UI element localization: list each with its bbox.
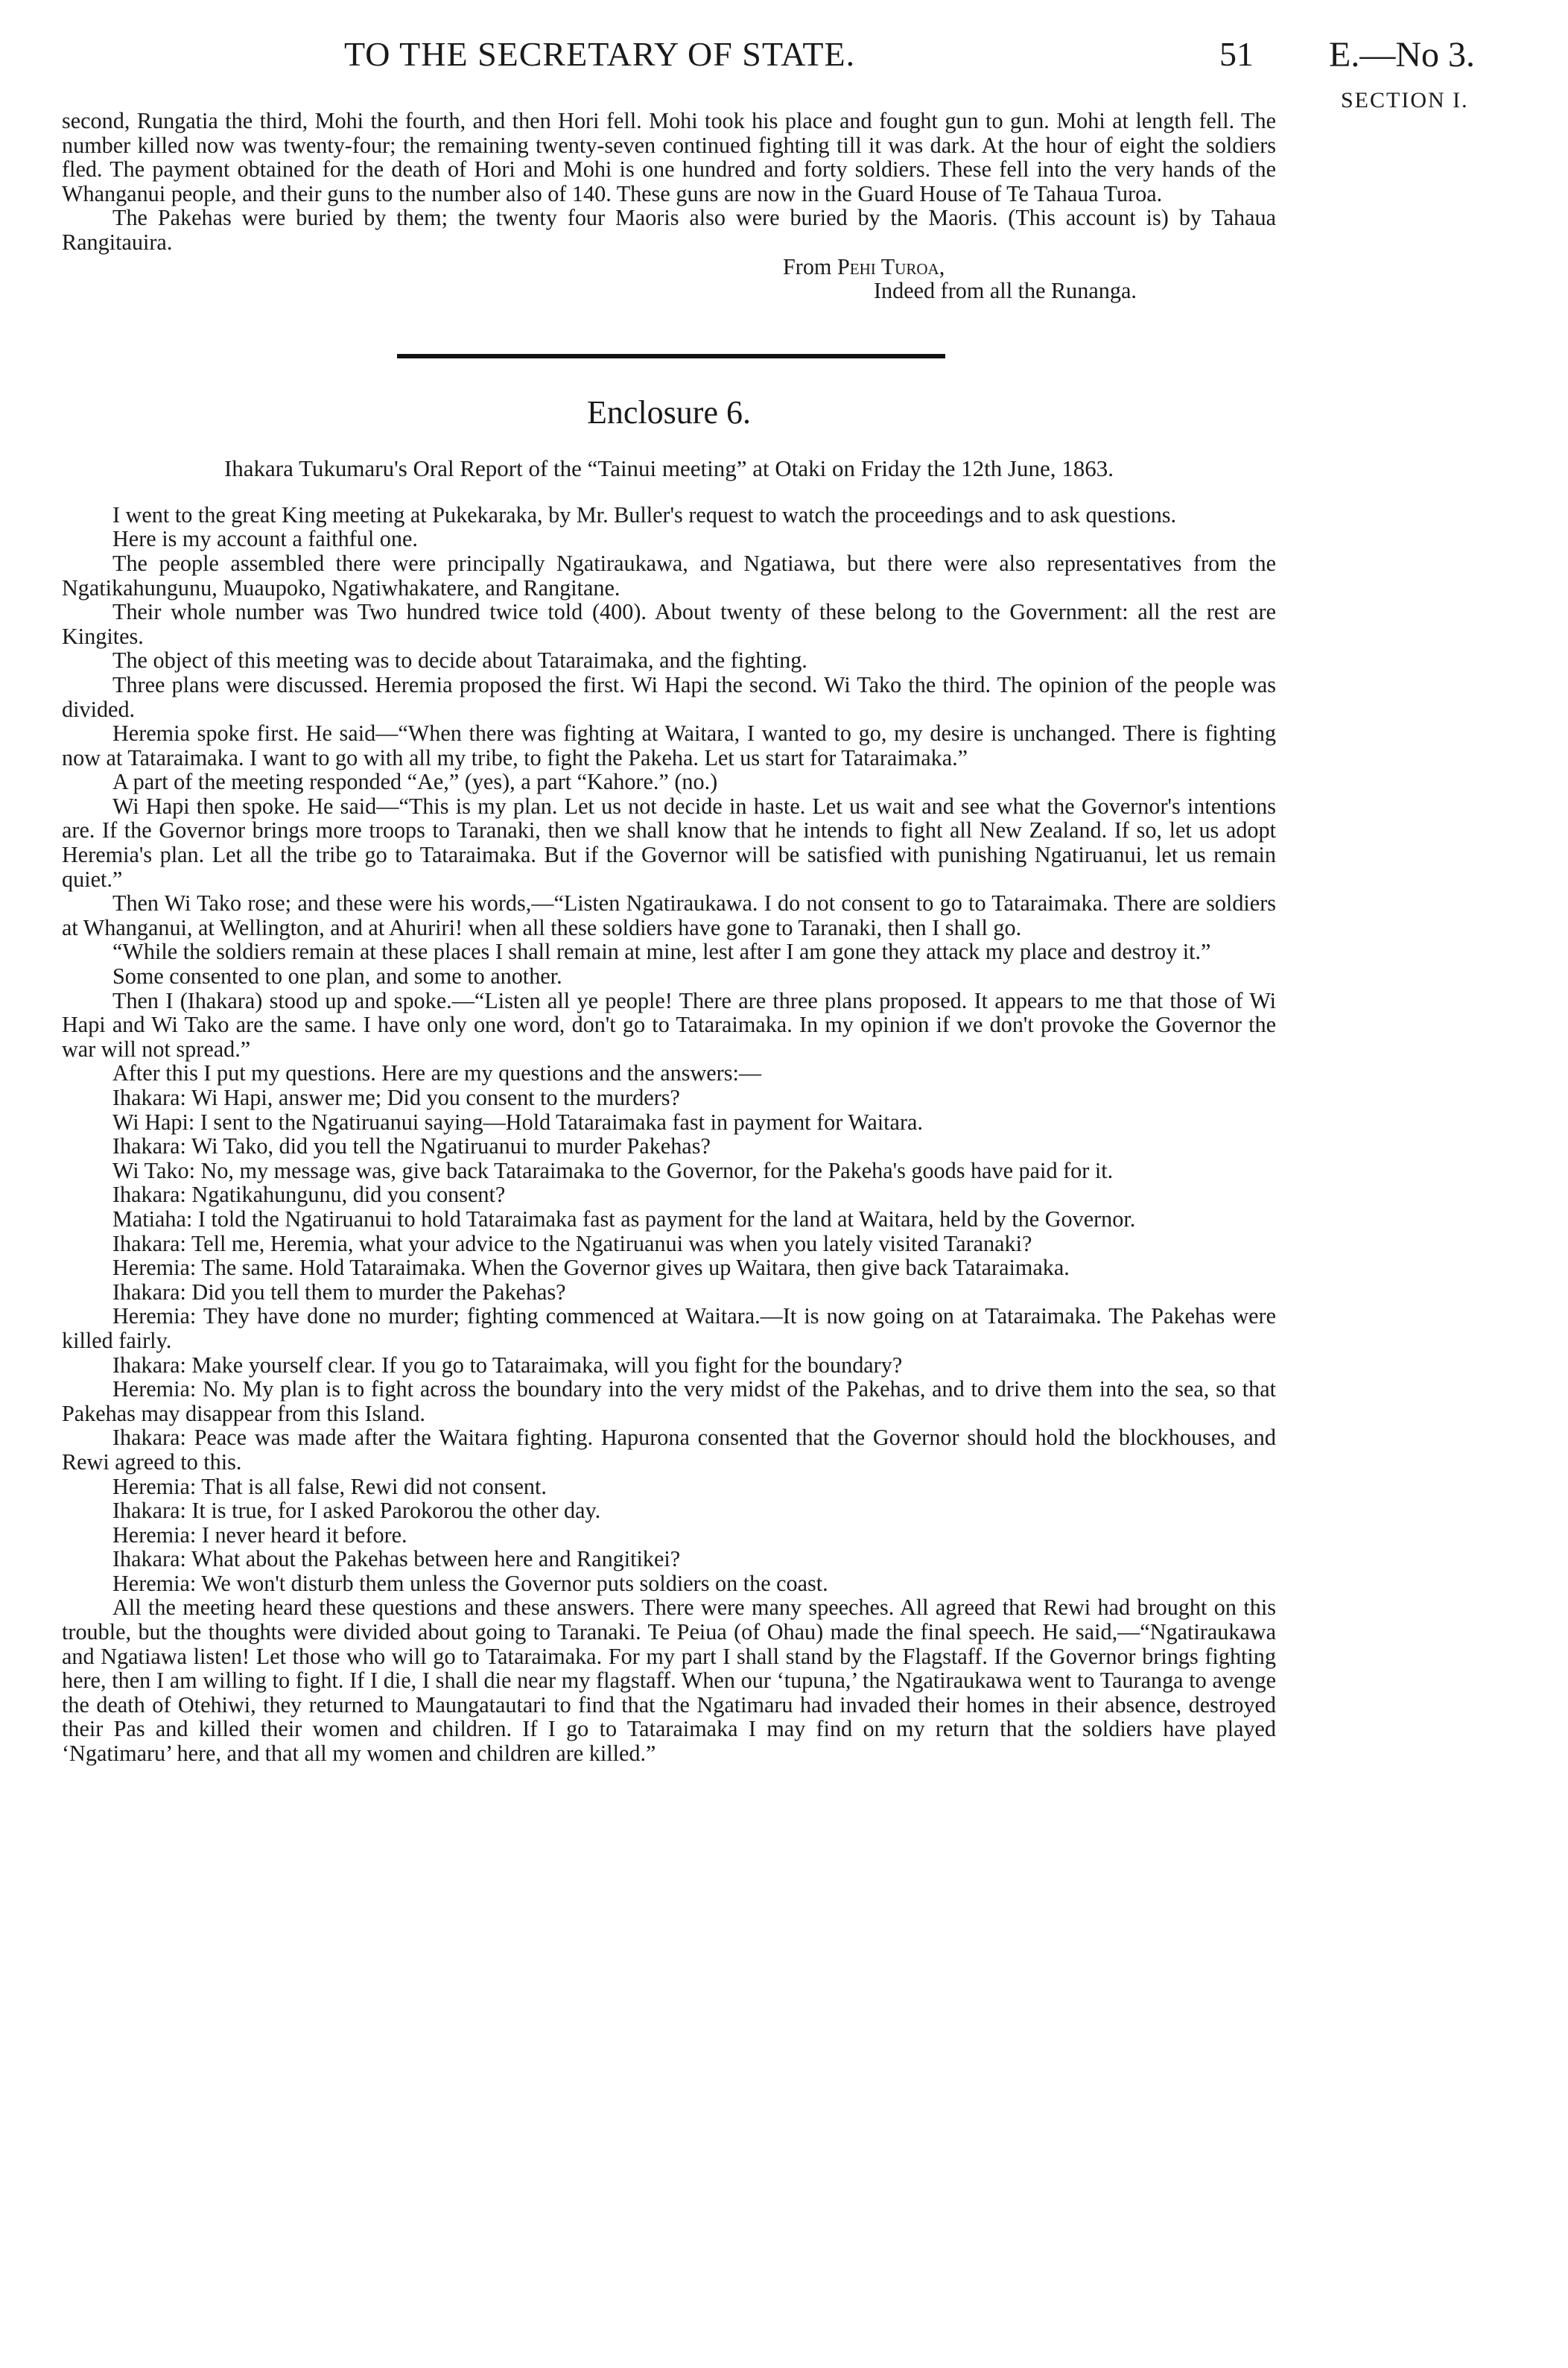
dialogue-line: Heremia: They have done no murder; fighting commenced at Waitara.—It is now going on at Tataraimaka. The Pakehas were killed fairly. [62,1303,1276,1353]
dialogue-line: Ihakara: Ngatikahungunu, did you consent? [112,1182,506,1208]
enclosure-paragraph: Three plans were discussed. Heremia proposed the first. Wi Hapi the second. Wi Tako the third. The opinion of the people was divided. [62,671,1276,722]
enclosure-paragraph: Here is my account a faithful one. [112,526,418,552]
enclosure-paragraph: Their whole number was Two hundred twice told (400). About twenty of these belong to the Government: all the rest are Kingites. [62,599,1276,649]
enclosure-paragraph: Then I (Ihakara) stood up and spoke.—“Listen all ye people! There are three plans proposed. It appears to me that those of Wi Hapi and Wi Tako are the same. I have only one word, don't go to Tataraimaka. In my opinion if we don't provoke the Governor the war will not spread.” [62,987,1276,1062]
document-reference: E.—No 3. [1329,35,1475,75]
page-header [0,34,1568,113]
enclosure-paragraph: Wi Hapi then spoke. He said—“This is my plan. Let us not decide in haste. Let us wait and see what the Governor's intentions are. If the Governor brings more troops to Taranaki, then we shall know that he intends to fight all New Zealand. If so, let us adopt Heremia's plan. Let all the tribe go to Tataraimaka. But if the Governor will be satisfied with punishing Ngatiruanui, let us remain quiet.” [62,793,1276,892]
section-label: SECTION I. [1341,88,1469,113]
dialogue-line: Wi Hapi: I sent to the Ngatiruanui saying—Hold Tataraimaka fast in payment for Waitara. [112,1109,923,1135]
page-body [62,109,1276,1766]
dialogue-line: Ihakara: It is true, for I asked Parokorou the other day. [112,1498,601,1524]
signature-prefix: From [783,253,837,279]
dialogue-line: Ihakara: Peace was made after the Waitara fighting. Hapurona consented that the Governor should hold the blockhouses, and Rewi agreed to this. [62,1425,1276,1475]
dialogue-line: Ihakara: What about the Pakehas between here and Rangitikei? [112,1546,681,1572]
enclosure-paragraph: I went to the great King meeting at Pukekaraka, by Mr. Buller's request to watch the proceedings and to ask questions. [112,501,1177,528]
dialogue-line: Ihakara: Wi Tako, did you tell the Ngatiruanui to murder Pakehas? [112,1133,711,1159]
enclosure-paragraph: Heremia spoke first. He said—“When there was fighting at Waitara, I wanted to go, my desire is unchanged. There is fighting now at Tataraimaka. I want to go with all my tribe, to fight the Pakeha. Let us start for Tataraimaka.” [62,721,1276,770]
dialogue-line: Heremia: That is all false, Rewi did not consent. [112,1473,547,1499]
enclosure-heading: Enclosure 6. [587,393,751,431]
dialogue-line: Heremia: I never heard it before. [112,1522,407,1548]
running-title: TO THE SECRETARY OF STATE. [344,35,856,73]
enclosure-paragraph: The object of this meeting was to decide about Tataraimaka, and the fighting. [112,648,807,674]
enclosure-title: Ihakara Tukumaru's Oral Report of the “Tainui meeting” at Otaki on Friday the 12th June, 1863. [223,455,1114,481]
dialogue-line: Heremia: We won't disturb them unless the Governor puts soldiers on the coast. [112,1570,828,1596]
enclosure-paragraph: The people assembled there were principally Ngatiraukawa, and Ngatiawa, but there were also representatives from the Ngatikahungunu, Muaupoko, Ngatiwhakatere, and Rangitane. [62,550,1276,601]
page-number: 51 [1219,35,1254,73]
enclosure-paragraph: After this I put my questions. Here are my questions and the answers:— [112,1060,762,1086]
enclosure-paragraph: “While the soldiers remain at these places I shall remain at mine, lest after I am gone they attack my place and destroy it.” [112,939,1211,965]
dialogue-line: Ihakara: Make yourself clear. If you go to Tataraimaka, will you fight for the boundary? [112,1352,903,1378]
signature-line [62,255,1276,279]
enclosure-body [62,503,1276,1766]
dialogue-line: Ihakara: Did you tell them to murder the Pakehas? [112,1279,566,1305]
enclosure-paragraph: Some consented to one plan, and some to another. [112,963,562,990]
enclosure-paragraph: A part of the meeting responded “Ae,” (yes), a part “Kahore.” (no.) [112,769,718,795]
dialogue-line: Ihakara: Wi Hapi, answer me; Did you consent to the murders? [112,1085,680,1110]
letter-paragraph: second, Rungatia the third, Mohi the fourth, and then Hori fell. Mohi took his place and fought gun to gun. Mohi at length fell. The number killed now was twenty-four; the remaining twenty-seven continued fighting till it was dark. At the hour of eight the soldiers fled. The payment obtained for the death of Hori and Mohi is one hundred and forty soldiers. These fell into the very hands of the Whanganui people, and their guns to the number also of 140. These guns are now in the Guard House of Te Tahaua Turoa. [62,108,1276,206]
signature-line-2: Indeed from all the Runanga. [874,278,1137,304]
dialogue-line: Matiaha: I told the Ngatiruanui to hold Tataraimaka fast as payment for the land at Waitara, held by the Governor. [112,1206,1136,1232]
letter-paragraph: The Pakehas were buried by them; the twenty four Maoris also were buried by the Maoris. (This account is) by Tahaua Rangitauira. [62,205,1276,255]
enclosure-paragraph: All the meeting heard these questions and these answers. There were many speeches. All agreed that Rewi had brought on this trouble, but the thoughts were divided about going to Taranaki. Te Peiua (of Ohau) made the final speech. He said,—“Ngatiraukawa and Ngatiawa listen! Let those who will go to Tataraimaka. For my part I shall stand by the Flagstaff. If the Governor brings fighting here, then I am willing to fight. If I die, I shall die near my flagstaff. When our ‘tupuna,’ the Ngatiraukawa went to Tauranga to avenge the death of Otehiwi, they returned to Maungatautari to find that the Ngatimaru had invaded their homes in their absence, destroyed their Pas and killed their women and children. If I go to Tataraimaka I may find on my return that the soldiers have played ‘Ngatimaru’ here, and that all my women and children are killed.” [62,1595,1276,1767]
section-divider [397,354,945,358]
dialogue-line: Wi Tako: No, my message was, give back Tataraimaka to the Governor, for the Pakeha's goods have paid for it. [112,1157,1114,1183]
signature-name: Pehi Turoa, [837,253,945,279]
enclosure-paragraph: Then Wi Tako rose; and these were his words,—“Listen Ngatiraukawa. I do not consent to go to Tataraimaka. There are soldiers at Whanganui, at Wellington, and at Ahuriri! when all these soldiers have gone to Taranaki, then I shall go. [62,890,1276,940]
dialogue-line: Ihakara: Tell me, Heremia, what your advice to the Ngatiruanui was when you lately visited Taranaki? [112,1230,1032,1256]
dialogue-line: Heremia: No. My plan is to fight across the boundary into the very midst of the Pakehas, and to drive them into the sea, so that Pakehas may disappear from this Island. [62,1376,1276,1426]
dialogue-line: Heremia: The same. Hold Tataraimaka. When the Governor gives up Waitara, then give back Tataraimaka. [112,1255,1070,1281]
